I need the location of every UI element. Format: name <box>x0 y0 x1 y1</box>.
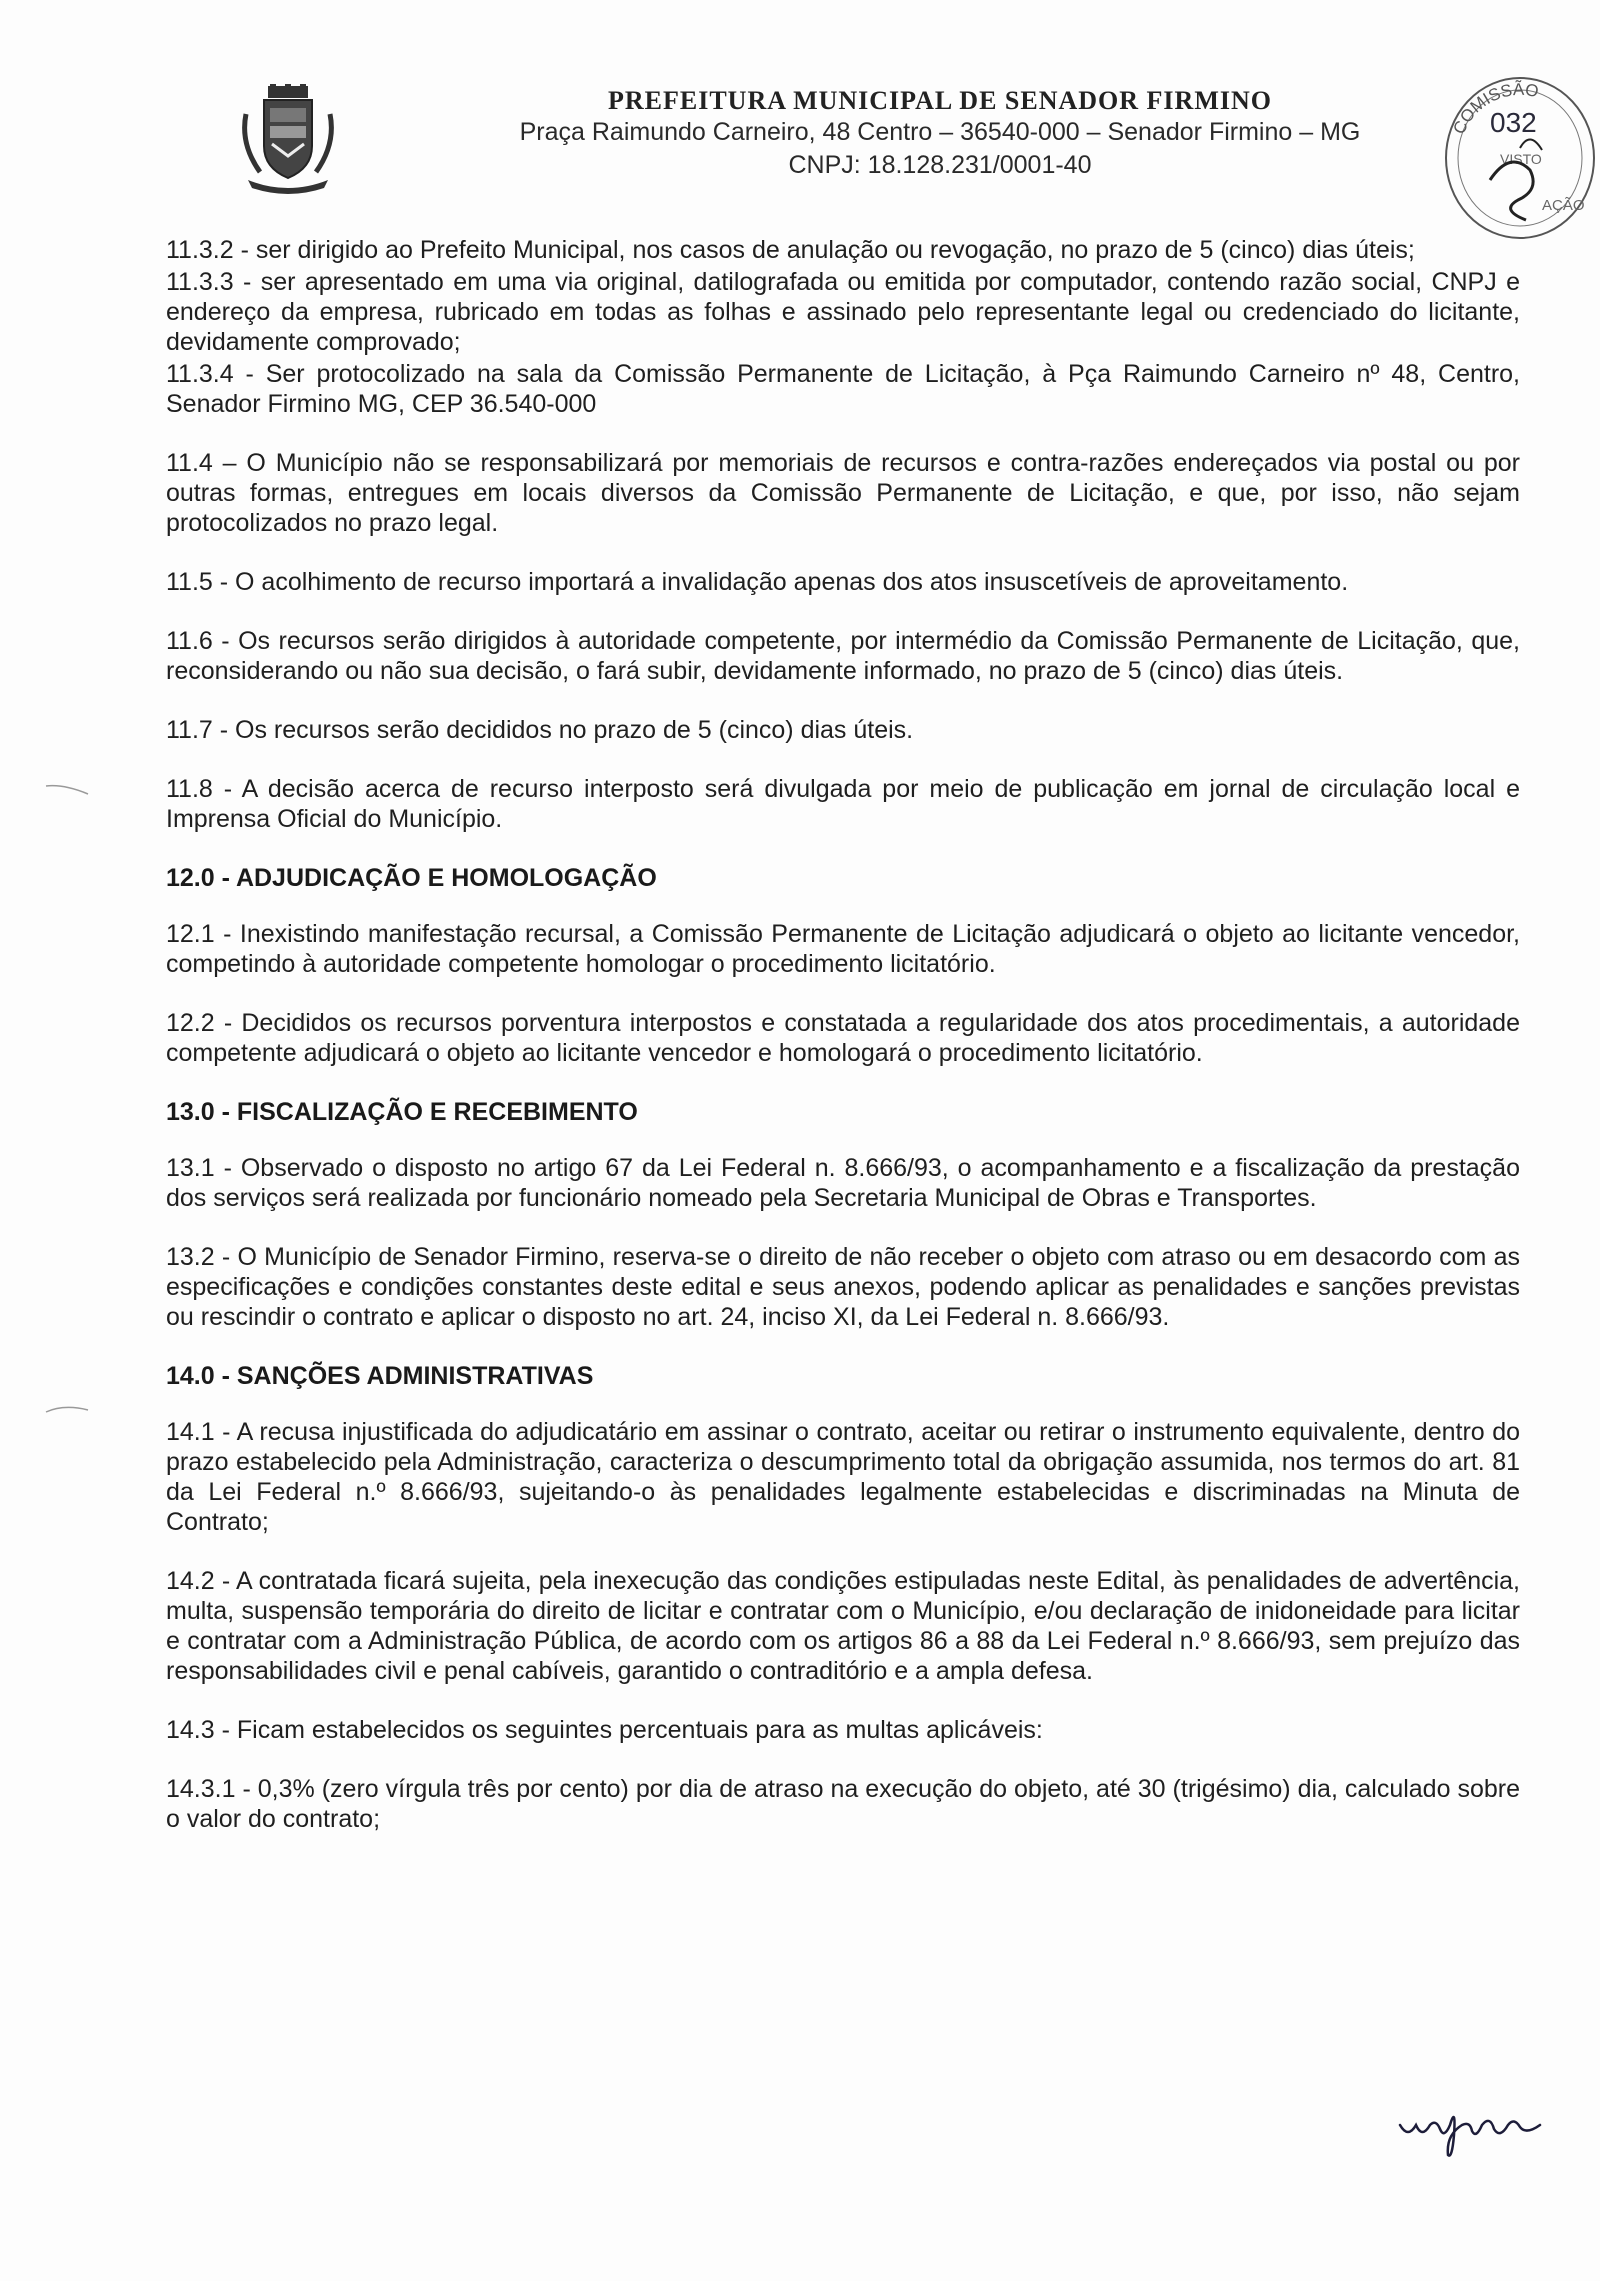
document-body <box>166 235 1520 1863</box>
clause-14-3-1: 14.3.1 - 0,3% (zero vírgula três por cento) por dia de atraso na execução do objeto, até 30 (trigésimo) dia, calculado sobre o valor do contrato; <box>166 1775 1520 1833</box>
org-name: PREFEITURA MUNICIPAL DE SENADOR FIRMINO <box>607 86 1272 115</box>
stamp-suffix: AÇÃO <box>1542 197 1585 214</box>
clause-12-2: 12.2 - Decididos os recursos porventura interpostos e constatada a regularidade dos atos procedimentais, a autoridade competente adjudicará o objeto ao licitante vencedor e homologará o procedimento licitatório. <box>166 1009 1520 1067</box>
commission-stamp-icon <box>1430 60 1600 250</box>
clause-11-6: 11.6 - Os recursos serão dirigidos à autoridade competente, por intermédio da Comissão Permanente de Licitação, que, reconsiderando ou não sua decisão, o fará subir, devidamente informado, no prazo de 5 (cinco) dias úteis. <box>166 627 1520 685</box>
clause-11-7: 11.7 - Os recursos serão decididos no prazo de 5 (cinco) dias úteis. <box>166 716 914 744</box>
clause-14-1: 14.1 - A recusa injustificada do adjudicatário em assinar o contrato, aceitar ou retirar o instrumento equivalente, dentro do prazo estabelecido pela Administração, caracteriza o descumprimento total da obrigação assumida, nos termos do art. 81 da Lei Federal n.º 8.666/93, sujeitando-o às penalidades legalmente estabelecidas e discriminadas na Minuta de Contrato; <box>166 1418 1520 1536</box>
clause-11-3-2: 11.3.2 - ser dirigido ao Prefeito Municipal, nos casos de anulação ou revogação, no prazo de 5 (cinco) dias úteis; <box>166 236 1415 264</box>
stamp-label: VISTO <box>1500 151 1542 167</box>
clause-11-3-4: 11.3.4 - Ser protocolizado na sala da Comissão Permanente de Licitação, à Pça Raimundo Carneiro nº 48, Centro, Senador Firmino MG, CEP 36.540-000 <box>166 360 1520 418</box>
clause-11-5: 11.5 - O acolhimento de recurso importará a invalidação apenas dos atos insuscetíveis de aproveitamento. <box>166 568 1349 596</box>
section-heading-12: 12.0 - ADJUDICAÇÃO E HOMOLOGAÇÃO <box>166 864 657 892</box>
clause-11-4: 11.4 – O Município não se responsabilizará por memoriais de recursos e contra-razões endereçados via postal ou por outras formas, entregues em locais diversos da Comissão Permanente de Licitação, e que, por isso, não sejam protocolizados no prazo legal. <box>166 449 1520 537</box>
clause-14-3: 14.3 - Ficam estabelecidos os seguintes percentuais para as multas aplicáveis: <box>166 1716 1043 1744</box>
stamp-text: COMISSÃO <box>1449 79 1541 137</box>
stamp-number: 032 <box>1490 107 1537 138</box>
section-heading-14: 14.0 - SANÇÕES ADMINISTRATIVAS <box>166 1362 594 1390</box>
clause-12-1: 12.1 - Inexistindo manifestação recursal, a Comissão Permanente de Licitação adjudicará o objeto ao licitante vencedor, competindo à autoridade competente homologar o procedimento licitatório. <box>166 920 1520 978</box>
clause-11-3-3: 11.3.3 - ser apresentado em uma via original, datilografada ou emitida por computador, contendo razão social, CNPJ e endereço da empresa, rubricado em todas as folhas e assinado pelo representante legal ou credenciado do licitante, devidamente comprovado; <box>166 268 1520 356</box>
clause-13-2: 13.2 - O Município de Senador Firmino, reserva-se o direito de não receber o objeto com atraso ou em desacordo com as especificações e condições constantes deste edital e seus anexos, podendo aplicar as penalidades e sanções previstas ou rescindir o contrato e aplicar o disposto no art. 24, inciso XI, da Lei Federal n. 8.666/93. <box>166 1243 1520 1331</box>
scan-mark-icon <box>44 1402 90 1416</box>
org-cnpj: CNPJ: 18.128.231/0001-40 <box>788 151 1092 179</box>
section-heading-13: 13.0 - FISCALIZAÇÃO E RECEBIMENTO <box>166 1098 638 1126</box>
clause-14-2: 14.2 - A contratada ficará sujeita, pela inexecução das condições estipuladas neste Edital, às penalidades de advertência, multa, suspensão temporária do direito de licitar e contratar com o Município, e/ou declaração de inidoneidade para licitar e contratar com a Administração Pública, de acordo com os artigos 86 a 88 da Lei Federal n.º 8.666/93, sem prejuízo das responsabilidades civil e penal cabíveis, garantido o contraditório e a ampla defesa. <box>166 1567 1520 1685</box>
org-address: Praça Raimundo Carneiro, 48 Centro – 36540-000 – Senador Firmino – MG <box>519 118 1361 146</box>
letterhead <box>440 86 1440 182</box>
scan-mark-icon <box>44 782 90 796</box>
handwritten-rubric-icon <box>1390 2095 1550 2165</box>
clause-11-8: 11.8 - A decisão acerca de recurso interposto será divulgada por meio de publicação em jornal de circulação local e Imprensa Oficial do Município. <box>166 775 1520 833</box>
clause-13-1: 13.1 - Observado o disposto no artigo 67 da Lei Federal n. 8.666/93, o acompanhamento e a fiscalização da prestação dos serviços será realizada por funcionário nomeado pela Secretaria Municipal de Obras e Transportes. <box>166 1154 1520 1212</box>
municipal-coat-of-arms-icon <box>238 84 338 196</box>
